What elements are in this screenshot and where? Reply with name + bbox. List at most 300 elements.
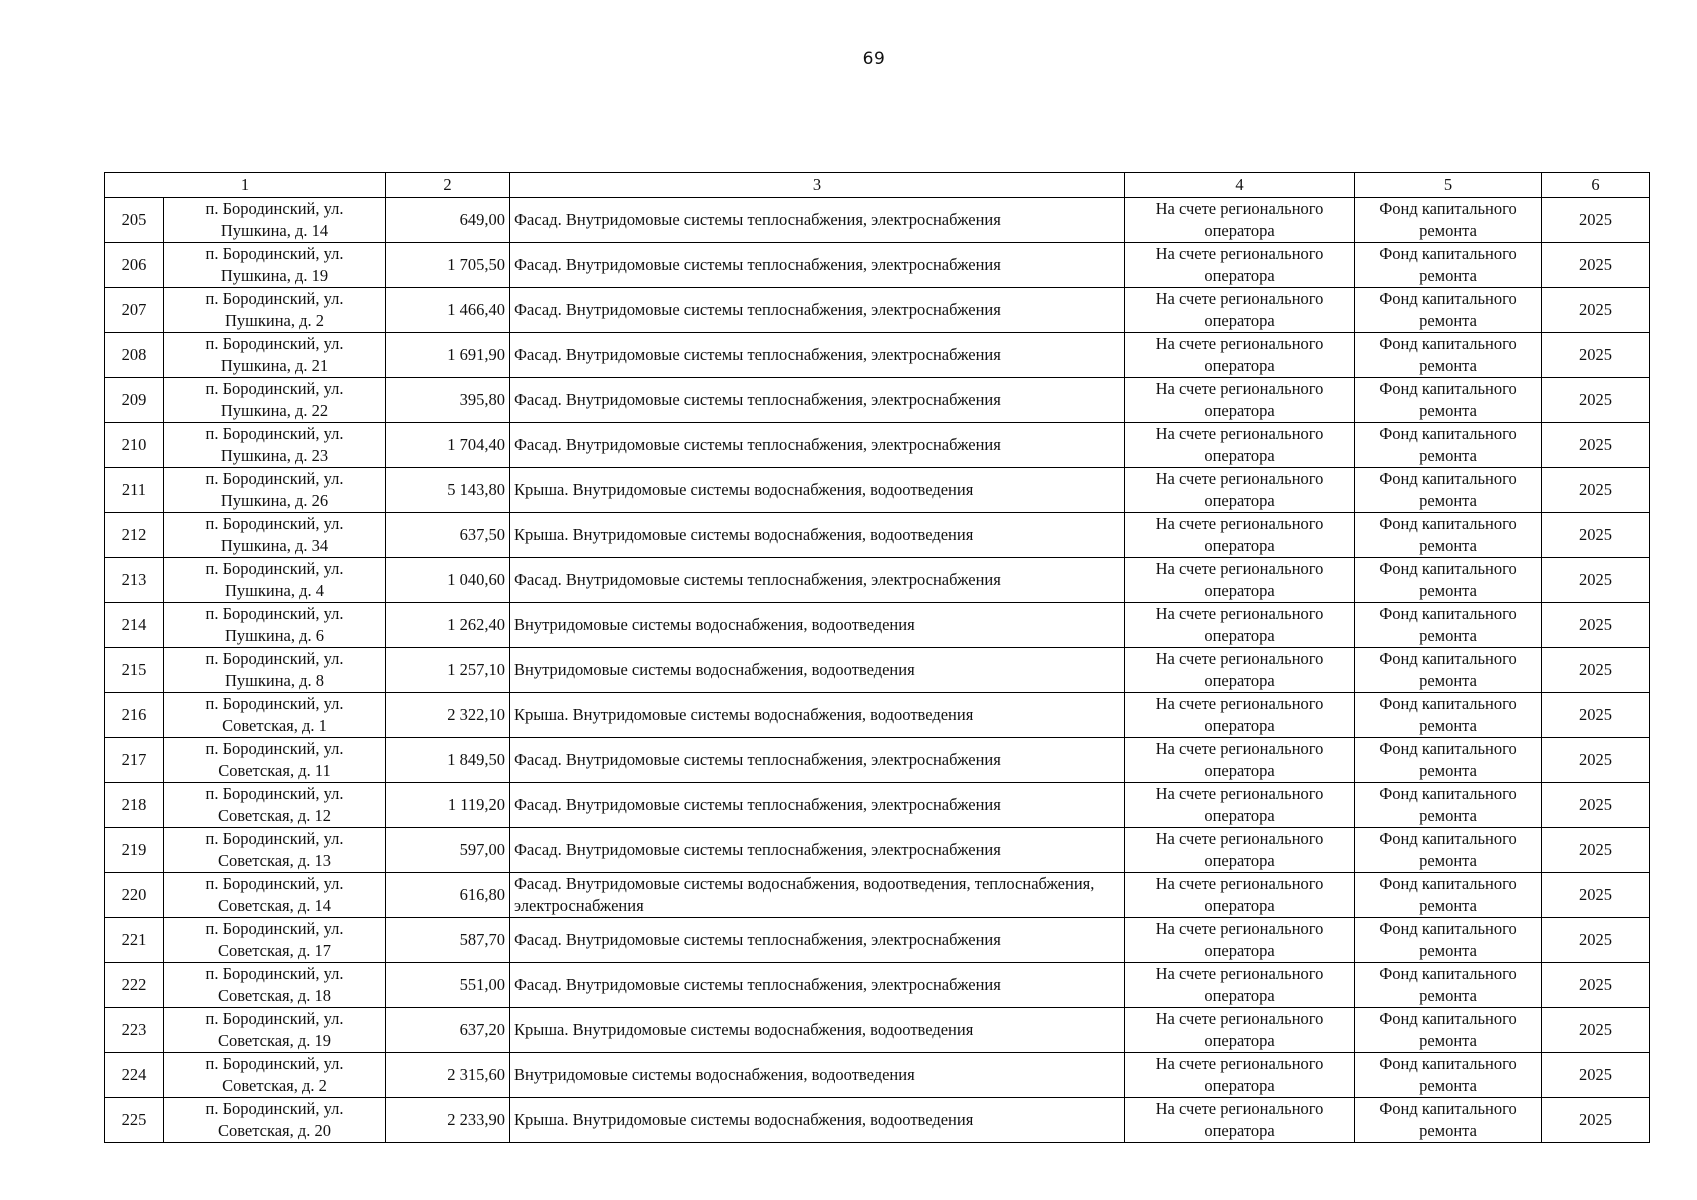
table-row [105, 288, 1650, 333]
funding-source-cell [1355, 1008, 1542, 1053]
address-line-2: Пушкина, д. 2 [224, 311, 325, 330]
address-line-1: п. Бородинский, ул. [205, 604, 344, 623]
account-line-1: На счете регионального [1155, 964, 1324, 983]
funding-source-cell [1355, 1098, 1542, 1143]
address-cell [164, 198, 386, 243]
address-cell [164, 468, 386, 513]
row-number: 209 [105, 378, 164, 423]
account-cell [1125, 468, 1355, 513]
account-line-2: оператора [1204, 1121, 1275, 1140]
account-cell [1125, 873, 1355, 918]
work-description: Фасад. Внутридомовые системы теплоснабжения, электроснабжения [510, 423, 1125, 468]
funding-source-line-1: Фонд капитального [1379, 1009, 1517, 1028]
funding-source-line-2: ремонта [1419, 221, 1477, 240]
row-number: 224 [105, 1053, 164, 1098]
address-line-1: п. Бородинский, ул. [205, 1054, 344, 1073]
account-cell [1125, 918, 1355, 963]
account-cell [1125, 963, 1355, 1008]
address-line-1: п. Бородинский, ул. [205, 469, 344, 488]
funding-source-line-1: Фонд капитального [1379, 964, 1517, 983]
funding-source-line-1: Фонд капитального [1379, 244, 1517, 263]
funding-source-line-2: ремонта [1419, 761, 1477, 780]
work-description: Фасад. Внутридомовые системы теплоснабжения, электроснабжения [510, 828, 1125, 873]
funding-source-line-2: ремонта [1419, 851, 1477, 870]
funding-source-cell [1355, 918, 1542, 963]
address-cell [164, 1008, 386, 1053]
account-cell [1125, 378, 1355, 423]
work-description: Фасад. Внутридомовые системы теплоснабжения, электроснабжения [510, 918, 1125, 963]
account-cell [1125, 198, 1355, 243]
funding-source-line-2: ремонта [1419, 536, 1477, 555]
area-value: 2 315,60 [386, 1053, 510, 1098]
funding-source-line-2: ремонта [1419, 401, 1477, 420]
work-description: Крыша. Внутридомовые системы водоснабжения, водоотведения [510, 693, 1125, 738]
address-line-2: Советская, д. 12 [217, 806, 332, 825]
address-line-1: п. Бородинский, ул. [205, 1009, 344, 1028]
account-line-1: На счете регионального [1155, 244, 1324, 263]
row-number: 208 [105, 333, 164, 378]
row-number: 211 [105, 468, 164, 513]
funding-source-cell [1355, 828, 1542, 873]
funding-source-cell [1355, 468, 1542, 513]
work-description: Крыша. Внутридомовые системы водоснабжения, водоотведения [510, 513, 1125, 558]
column-header-5: 5 [1355, 173, 1542, 198]
funding-source-cell [1355, 378, 1542, 423]
work-description: Фасад. Внутридомовые системы теплоснабжения, электроснабжения [510, 378, 1125, 423]
address-cell [164, 288, 386, 333]
address-cell [164, 333, 386, 378]
account-cell [1125, 513, 1355, 558]
area-value: 1 257,10 [386, 648, 510, 693]
register-table [104, 172, 1650, 1143]
address-line-2: Советская, д. 19 [217, 1031, 332, 1050]
account-cell [1125, 1053, 1355, 1098]
account-line-2: оператора [1204, 761, 1275, 780]
address-cell [164, 873, 386, 918]
row-number: 214 [105, 603, 164, 648]
funding-source-cell [1355, 288, 1542, 333]
funding-source-cell [1355, 873, 1542, 918]
table-row [105, 468, 1650, 513]
table-row [105, 1053, 1650, 1098]
address-line-1: п. Бородинский, ул. [205, 424, 344, 443]
address-line-2: Пушкина, д. 23 [220, 446, 329, 465]
row-number: 217 [105, 738, 164, 783]
area-value: 637,20 [386, 1008, 510, 1053]
address-line-2: Пушкина, д. 4 [224, 581, 325, 600]
table-row [105, 423, 1650, 468]
area-value: 1 466,40 [386, 288, 510, 333]
account-line-1: На счете регионального [1155, 649, 1324, 668]
area-value: 1 691,90 [386, 333, 510, 378]
address-line-1: п. Бородинский, ул. [205, 199, 344, 218]
year-cell: 2025 [1542, 648, 1650, 693]
address-line-1: п. Бородинский, ул. [205, 739, 344, 758]
account-line-1: На счете регионального [1155, 1009, 1324, 1028]
area-value: 551,00 [386, 963, 510, 1008]
address-line-2: Пушкина, д. 6 [224, 626, 325, 645]
address-line-1: п. Бородинский, ул. [205, 784, 344, 803]
table-row [105, 828, 1650, 873]
funding-source-cell [1355, 513, 1542, 558]
funding-source-line-2: ремонта [1419, 446, 1477, 465]
row-number: 219 [105, 828, 164, 873]
table-row [105, 873, 1650, 918]
funding-source-line-2: ремонта [1419, 941, 1477, 960]
account-line-1: На счете регионального [1155, 424, 1324, 443]
year-cell: 2025 [1542, 513, 1650, 558]
work-description: Фасад. Внутридомовые системы теплоснабжения, электроснабжения [510, 333, 1125, 378]
address-cell [164, 693, 386, 738]
work-description: Фасад. Внутридомовые системы теплоснабжения, электроснабжения [510, 198, 1125, 243]
area-value: 637,50 [386, 513, 510, 558]
address-line-1: п. Бородинский, ул. [205, 964, 344, 983]
funding-source-line-1: Фонд капитального [1379, 199, 1517, 218]
year-cell: 2025 [1542, 333, 1650, 378]
address-cell [164, 1098, 386, 1143]
funding-source-cell [1355, 1053, 1542, 1098]
address-cell [164, 918, 386, 963]
account-line-2: оператора [1204, 986, 1275, 1005]
funding-source-line-1: Фонд капитального [1379, 784, 1517, 803]
work-description: Крыша. Внутридомовые системы водоснабжения, водоотведения [510, 468, 1125, 513]
account-line-1: На счете регионального [1155, 514, 1324, 533]
account-cell [1125, 693, 1355, 738]
address-cell [164, 423, 386, 468]
work-description: Фасад. Внутридомовые системы теплоснабжения, электроснабжения [510, 288, 1125, 333]
year-cell: 2025 [1542, 243, 1650, 288]
address-line-1: п. Бородинский, ул. [205, 559, 344, 578]
area-value: 1 704,40 [386, 423, 510, 468]
account-line-1: На счете регионального [1155, 1054, 1324, 1073]
area-value: 587,70 [386, 918, 510, 963]
year-cell: 2025 [1542, 198, 1650, 243]
row-number: 223 [105, 1008, 164, 1053]
account-line-1: На счете регионального [1155, 874, 1324, 893]
address-line-1: п. Бородинский, ул. [205, 874, 344, 893]
address-line-1: п. Бородинский, ул. [205, 379, 344, 398]
table-row [105, 333, 1650, 378]
account-cell [1125, 783, 1355, 828]
table-row [105, 783, 1650, 828]
work-description: Фасад. Внутридомовые системы теплоснабжения, электроснабжения [510, 738, 1125, 783]
account-line-2: оператора [1204, 221, 1275, 240]
work-description: Фасад. Внутридомовые системы теплоснабжения, электроснабжения [510, 963, 1125, 1008]
column-header-6: 6 [1542, 173, 1650, 198]
funding-source-line-1: Фонд капитального [1379, 739, 1517, 758]
account-line-1: На счете регионального [1155, 604, 1324, 623]
account-line-2: оператора [1204, 716, 1275, 735]
address-line-2: Советская, д. 17 [217, 941, 332, 960]
account-cell [1125, 648, 1355, 693]
address-line-2: Советская, д. 2 [222, 1076, 327, 1095]
column-header-2: 2 [386, 173, 510, 198]
row-number: 218 [105, 783, 164, 828]
account-line-2: оператора [1204, 806, 1275, 825]
funding-source-cell [1355, 783, 1542, 828]
row-number: 212 [105, 513, 164, 558]
funding-source-line-1: Фонд капитального [1379, 289, 1517, 308]
work-description: Внутридомовые системы водоснабжения, водоотведения [510, 648, 1125, 693]
work-description: Внутридомовые системы водоснабжения, водоотведения [510, 1053, 1125, 1098]
address-line-2: Советская, д. 14 [217, 896, 332, 915]
year-cell: 2025 [1542, 288, 1650, 333]
row-number: 205 [105, 198, 164, 243]
work-description: Крыша. Внутридомовые системы водоснабжения, водоотведения [510, 1008, 1125, 1053]
column-header-4: 4 [1125, 173, 1355, 198]
account-cell [1125, 288, 1355, 333]
row-number: 222 [105, 963, 164, 1008]
area-value: 5 143,80 [386, 468, 510, 513]
area-value: 1 119,20 [386, 783, 510, 828]
account-line-1: На счете регионального [1155, 739, 1324, 758]
funding-source-line-2: ремонта [1419, 1031, 1477, 1050]
area-value: 2 322,10 [386, 693, 510, 738]
address-cell [164, 828, 386, 873]
area-value: 616,80 [386, 873, 510, 918]
area-value: 597,00 [386, 828, 510, 873]
year-cell: 2025 [1542, 468, 1650, 513]
account-line-2: оператора [1204, 446, 1275, 465]
address-line-2: Советская, д. 13 [217, 851, 332, 870]
work-description: Внутридомовые системы водоснабжения, водоотведения [510, 603, 1125, 648]
year-cell: 2025 [1542, 378, 1650, 423]
account-line-1: На счете регионального [1155, 379, 1324, 398]
row-number: 206 [105, 243, 164, 288]
funding-source-line-1: Фонд капитального [1379, 1099, 1517, 1118]
address-line-2: Советская, д. 20 [217, 1121, 332, 1140]
year-cell: 2025 [1542, 1098, 1650, 1143]
year-cell: 2025 [1542, 738, 1650, 783]
area-value: 1 040,60 [386, 558, 510, 603]
account-line-2: оператора [1204, 1031, 1275, 1050]
table-row [105, 918, 1650, 963]
table-row [105, 738, 1650, 783]
funding-source-cell [1355, 243, 1542, 288]
address-line-1: п. Бородинский, ул. [205, 1099, 344, 1118]
funding-source-line-1: Фонд капитального [1379, 559, 1517, 578]
funding-source-cell [1355, 423, 1542, 468]
funding-source-line-1: Фонд капитального [1379, 1054, 1517, 1073]
account-line-1: На счете регионального [1155, 559, 1324, 578]
account-line-1: На счете регионального [1155, 919, 1324, 938]
table-row [105, 603, 1650, 648]
account-line-2: оператора [1204, 941, 1275, 960]
year-cell: 2025 [1542, 558, 1650, 603]
funding-source-cell [1355, 648, 1542, 693]
account-cell [1125, 423, 1355, 468]
table-row [105, 1098, 1650, 1143]
account-line-1: На счете регионального [1155, 199, 1324, 218]
account-cell [1125, 243, 1355, 288]
address-line-1: п. Бородинский, ул. [205, 649, 344, 668]
funding-source-line-2: ремонта [1419, 986, 1477, 1005]
account-cell [1125, 1098, 1355, 1143]
row-number: 225 [105, 1098, 164, 1143]
funding-source-line-1: Фонд капитального [1379, 334, 1517, 353]
address-line-1: п. Бородинский, ул. [205, 244, 344, 263]
work-description: Фасад. Внутридомовые системы теплоснабжения, электроснабжения [510, 783, 1125, 828]
row-number: 215 [105, 648, 164, 693]
funding-source-line-1: Фонд капитального [1379, 649, 1517, 668]
funding-source-line-1: Фонд капитального [1379, 379, 1517, 398]
address-line-2: Пушкина, д. 26 [220, 491, 329, 510]
account-line-1: На счете регионального [1155, 694, 1324, 713]
funding-source-line-2: ремонта [1419, 1121, 1477, 1140]
table-row [105, 648, 1650, 693]
table-row [105, 198, 1650, 243]
account-cell [1125, 738, 1355, 783]
address-line-2: Пушкина, д. 14 [220, 221, 329, 240]
year-cell: 2025 [1542, 783, 1650, 828]
funding-source-line-1: Фонд капитального [1379, 829, 1517, 848]
account-cell [1125, 603, 1355, 648]
account-line-1: На счете регионального [1155, 289, 1324, 308]
table-row [105, 378, 1650, 423]
address-cell [164, 513, 386, 558]
funding-source-line-2: ремонта [1419, 356, 1477, 375]
address-line-2: Пушкина, д. 34 [220, 536, 329, 555]
address-cell [164, 648, 386, 693]
funding-source-line-2: ремонта [1419, 896, 1477, 915]
funding-source-line-2: ремонта [1419, 671, 1477, 690]
funding-source-cell [1355, 198, 1542, 243]
funding-source-cell [1355, 603, 1542, 648]
row-number: 210 [105, 423, 164, 468]
work-description: Фасад. Внутридомовые системы теплоснабжения, электроснабжения [510, 558, 1125, 603]
funding-source-line-1: Фонд капитального [1379, 514, 1517, 533]
page-number: 69 [862, 49, 886, 69]
funding-source-line-2: ремонта [1419, 491, 1477, 510]
address-line-2: Пушкина, д. 22 [220, 401, 329, 420]
work-description: Фасад. Внутридомовые системы теплоснабжения, электроснабжения [510, 243, 1125, 288]
work-description: Крыша. Внутридомовые системы водоснабжения, водоотведения [510, 1098, 1125, 1143]
account-line-2: оператора [1204, 581, 1275, 600]
account-line-2: оператора [1204, 536, 1275, 555]
address-line-1: п. Бородинский, ул. [205, 334, 344, 353]
address-line-1: п. Бородинский, ул. [205, 289, 344, 308]
year-cell: 2025 [1542, 1008, 1650, 1053]
area-value: 2 233,90 [386, 1098, 510, 1143]
year-cell: 2025 [1542, 873, 1650, 918]
column-header-3: 3 [510, 173, 1125, 198]
address-line-2: Пушкина, д. 8 [224, 671, 325, 690]
account-line-2: оператора [1204, 356, 1275, 375]
account-cell [1125, 1008, 1355, 1053]
row-number: 220 [105, 873, 164, 918]
area-value: 1 849,50 [386, 738, 510, 783]
funding-source-line-2: ремонта [1419, 266, 1477, 285]
funding-source-line-2: ремонта [1419, 311, 1477, 330]
table-row [105, 693, 1650, 738]
account-line-2: оператора [1204, 851, 1275, 870]
address-line-2: Советская, д. 1 [222, 716, 327, 735]
account-line-2: оператора [1204, 491, 1275, 510]
address-line-2: Советская, д. 11 [218, 761, 331, 780]
account-cell [1125, 333, 1355, 378]
table-row [105, 1008, 1650, 1053]
year-cell: 2025 [1542, 963, 1650, 1008]
year-cell: 2025 [1542, 1053, 1650, 1098]
row-number: 213 [105, 558, 164, 603]
address-cell [164, 243, 386, 288]
work-description: Фасад. Внутридомовые системы водоснабжения, водоотведения, теплоснабжения, электроснабжения [510, 873, 1125, 918]
funding-source-cell [1355, 333, 1542, 378]
funding-source-cell [1355, 738, 1542, 783]
table-row [105, 963, 1650, 1008]
account-line-1: На счете регионального [1155, 334, 1324, 353]
account-line-2: оператора [1204, 626, 1275, 645]
year-cell: 2025 [1542, 603, 1650, 648]
account-line-2: оператора [1204, 311, 1275, 330]
address-line-2: Советская, д. 18 [217, 986, 332, 1005]
account-line-2: оператора [1204, 1076, 1275, 1095]
account-line-1: На счете регионального [1155, 829, 1324, 848]
year-cell: 2025 [1542, 693, 1650, 738]
address-cell [164, 558, 386, 603]
area-value: 395,80 [386, 378, 510, 423]
funding-source-line-2: ремонта [1419, 581, 1477, 600]
address-line-1: п. Бородинский, ул. [205, 694, 344, 713]
account-line-1: На счете регионального [1155, 1099, 1324, 1118]
funding-source-line-1: Фонд капитального [1379, 604, 1517, 623]
address-line-1: п. Бородинский, ул. [205, 514, 344, 533]
table-row [105, 243, 1650, 288]
funding-source-line-1: Фонд капитального [1379, 919, 1517, 938]
address-line-2: Пушкина, д. 19 [220, 266, 329, 285]
funding-source-cell [1355, 963, 1542, 1008]
account-line-1: На счете регионального [1155, 469, 1324, 488]
funding-source-line-1: Фонд капитального [1379, 694, 1517, 713]
funding-source-line-1: Фонд капитального [1379, 424, 1517, 443]
address-cell [164, 603, 386, 648]
address-cell [164, 1053, 386, 1098]
column-number-row [105, 173, 1650, 198]
table-row [105, 558, 1650, 603]
year-cell: 2025 [1542, 423, 1650, 468]
area-value: 1 262,40 [386, 603, 510, 648]
funding-source-line-1: Фонд капитального [1379, 469, 1517, 488]
funding-source-line-2: ремонта [1419, 1076, 1477, 1095]
address-line-2: Пушкина, д. 21 [220, 356, 329, 375]
account-line-2: оператора [1204, 401, 1275, 420]
column-header-1: 1 [105, 173, 386, 198]
account-cell [1125, 828, 1355, 873]
row-number: 216 [105, 693, 164, 738]
account-line-1: На счете регионального [1155, 784, 1324, 803]
address-cell [164, 783, 386, 828]
row-number: 207 [105, 288, 164, 333]
funding-source-line-2: ремонта [1419, 806, 1477, 825]
address-cell [164, 738, 386, 783]
year-cell: 2025 [1542, 828, 1650, 873]
area-value: 1 705,50 [386, 243, 510, 288]
address-line-1: п. Бородинский, ул. [205, 919, 344, 938]
funding-source-line-2: ремонта [1419, 716, 1477, 735]
table-row [105, 513, 1650, 558]
funding-source-cell [1355, 693, 1542, 738]
table-body [105, 173, 1650, 1143]
account-line-2: оператора [1204, 266, 1275, 285]
account-line-2: оператора [1204, 896, 1275, 915]
address-line-1: п. Бородинский, ул. [205, 829, 344, 848]
account-line-2: оператора [1204, 671, 1275, 690]
account-cell [1125, 558, 1355, 603]
funding-source-cell [1355, 558, 1542, 603]
year-cell: 2025 [1542, 918, 1650, 963]
row-number: 221 [105, 918, 164, 963]
address-cell [164, 378, 386, 423]
